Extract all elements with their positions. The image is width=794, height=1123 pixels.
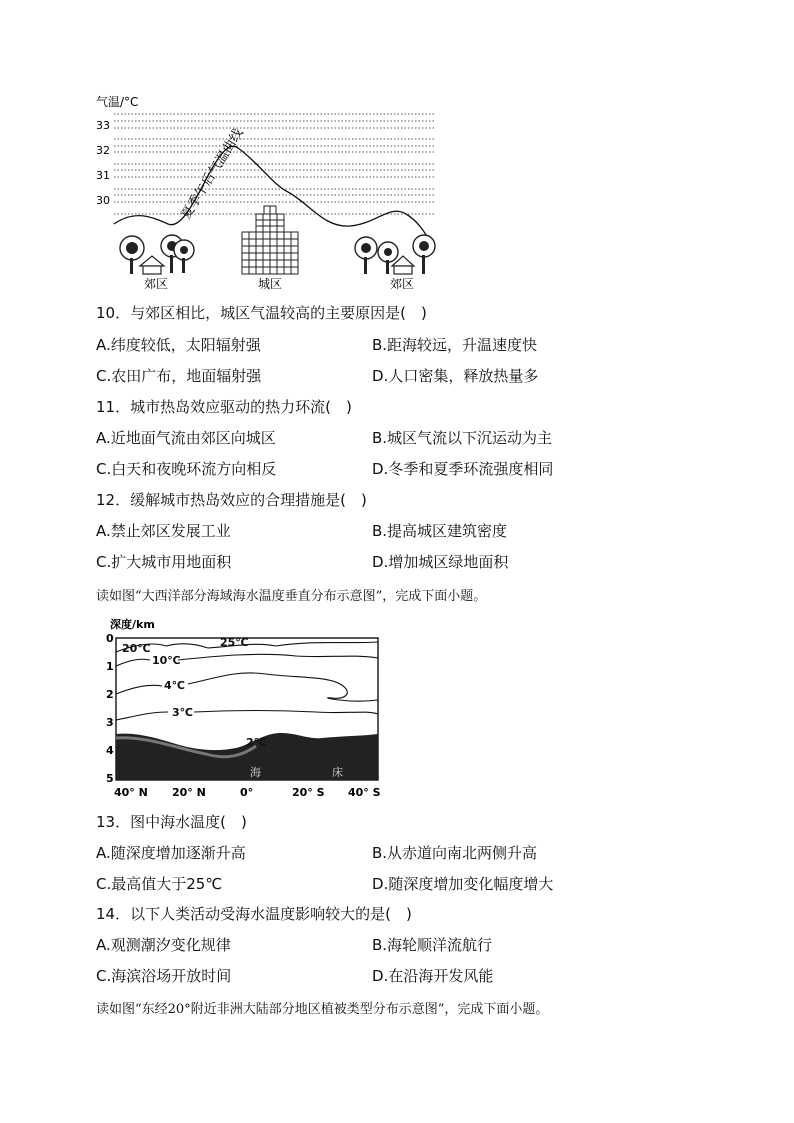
q13-option-c[interactable]: C.最高值大于25℃ [96, 875, 223, 893]
q14-option-a[interactable]: A.观测潮汐变化规律 [96, 936, 231, 954]
q10-option-b[interactable]: B.距海较远，升温速度快 [372, 336, 538, 354]
isotherm-label-3: 3℃ [172, 706, 193, 719]
lat-tick-0: 0° [240, 786, 254, 799]
q11-option-a[interactable]: A.近地面气流由郊区向城区 [96, 429, 276, 447]
question-14-stem: 14．以下人类活动受海水温度影响较大的是( ) [96, 905, 412, 923]
q14-option-b[interactable]: B.海轮顺洋流航行 [372, 936, 493, 954]
question-11-stem: 11．城市热岛效应驱动的热力环流( ) [96, 398, 352, 416]
seafloor-label-1: 海 [250, 766, 261, 779]
isotherm-label-25: 25℃ [220, 636, 249, 649]
isotherm-label-10: 10℃ [152, 654, 181, 667]
depth-axis-label: 深度/km [110, 618, 155, 631]
q12-option-b[interactable]: B.提高城区建筑密度 [372, 522, 508, 540]
depth-tick-5: 5 [106, 772, 114, 785]
intro-atlantic-figure: 读如图“大西洋部分海域海水温度垂直分布示意图”，完成下面小题。 [96, 589, 487, 604]
y-tick-33: 33 [96, 119, 110, 132]
lat-tick-40s: 40° S [348, 786, 381, 799]
q14-option-d[interactable]: D.在沿海开发风能 [372, 967, 494, 985]
intro-africa-vegetation-figure: 读如图“东经20°附近非洲大陆部分地区植被类型分布示意图”，完成下面小题。 [96, 1002, 549, 1017]
q11-option-c[interactable]: C.白天和夜晚环流方向相反 [96, 460, 277, 478]
depth-tick-3: 3 [106, 716, 114, 729]
zone-label-city: 城区 [258, 277, 283, 291]
y-tick-32: 32 [96, 144, 110, 157]
q11-option-d[interactable]: D.冬季和夏季环流强度相同 [372, 460, 554, 478]
q13-option-b[interactable]: B.从赤道向南北两侧升高 [372, 844, 538, 862]
isotherm-label-2: 2℃ [246, 736, 267, 749]
q12-option-a[interactable]: A.禁止郊区发展工业 [96, 522, 231, 540]
suburb-right-trees-icon [355, 235, 435, 274]
heat-island-figure [88, 88, 448, 294]
zone-label-suburb-left: 郊区 [144, 277, 169, 291]
y-tick-31: 31 [96, 169, 110, 182]
lat-tick-40n: 40° N [114, 786, 148, 799]
suburb-left-trees-icon [120, 235, 194, 274]
q12-option-d[interactable]: D.增加城区绿地面积 [372, 553, 509, 571]
seafloor-label-2: 床 [332, 766, 343, 779]
depth-tick-2: 2 [106, 688, 114, 701]
lat-tick-20s: 20° S [292, 786, 325, 799]
depth-tick-4: 4 [106, 744, 114, 757]
q10-option-c[interactable]: C.农田广布，地面辐射强 [96, 367, 262, 385]
isotherm-label-4: 4℃ [164, 679, 185, 692]
city-buildings-icon [242, 206, 298, 274]
q12-option-c[interactable]: C.扩大城市用地面积 [96, 553, 232, 571]
ocean-temperature-figure [96, 614, 396, 800]
isotherm-label-20: 20℃ [122, 642, 151, 655]
lat-tick-20n: 20° N [172, 786, 206, 799]
question-13-stem: 13．图中海水温度( ) [96, 813, 247, 831]
q14-option-c[interactable]: C.海滨浴场开放时间 [96, 967, 232, 985]
q10-option-d[interactable]: D.人口密集，释放热量多 [372, 367, 539, 385]
y-tick-30: 30 [96, 194, 110, 207]
y-axis-label: 气温/°C [96, 95, 139, 109]
question-10-stem: 10．与郊区相比，城区气温较高的主要原因是( ) [96, 304, 427, 322]
curve-label: 夏季午后气温曲线 [178, 125, 247, 223]
q10-option-a[interactable]: A.纬度较低，太阳辐射强 [96, 336, 261, 354]
q11-option-b[interactable]: B.城区气流以下沉运动为主 [372, 429, 553, 447]
q13-option-a[interactable]: A.随深度增加逐渐升高 [96, 844, 246, 862]
depth-tick-1: 1 [106, 660, 114, 673]
zone-label-suburb-right: 郊区 [390, 277, 415, 291]
depth-tick-0: 0 [106, 632, 114, 645]
q13-option-d[interactable]: D.随深度增加变化幅度增大 [372, 875, 554, 893]
question-12-stem: 12．缓解城市热岛效应的合理措施是( ) [96, 491, 367, 509]
